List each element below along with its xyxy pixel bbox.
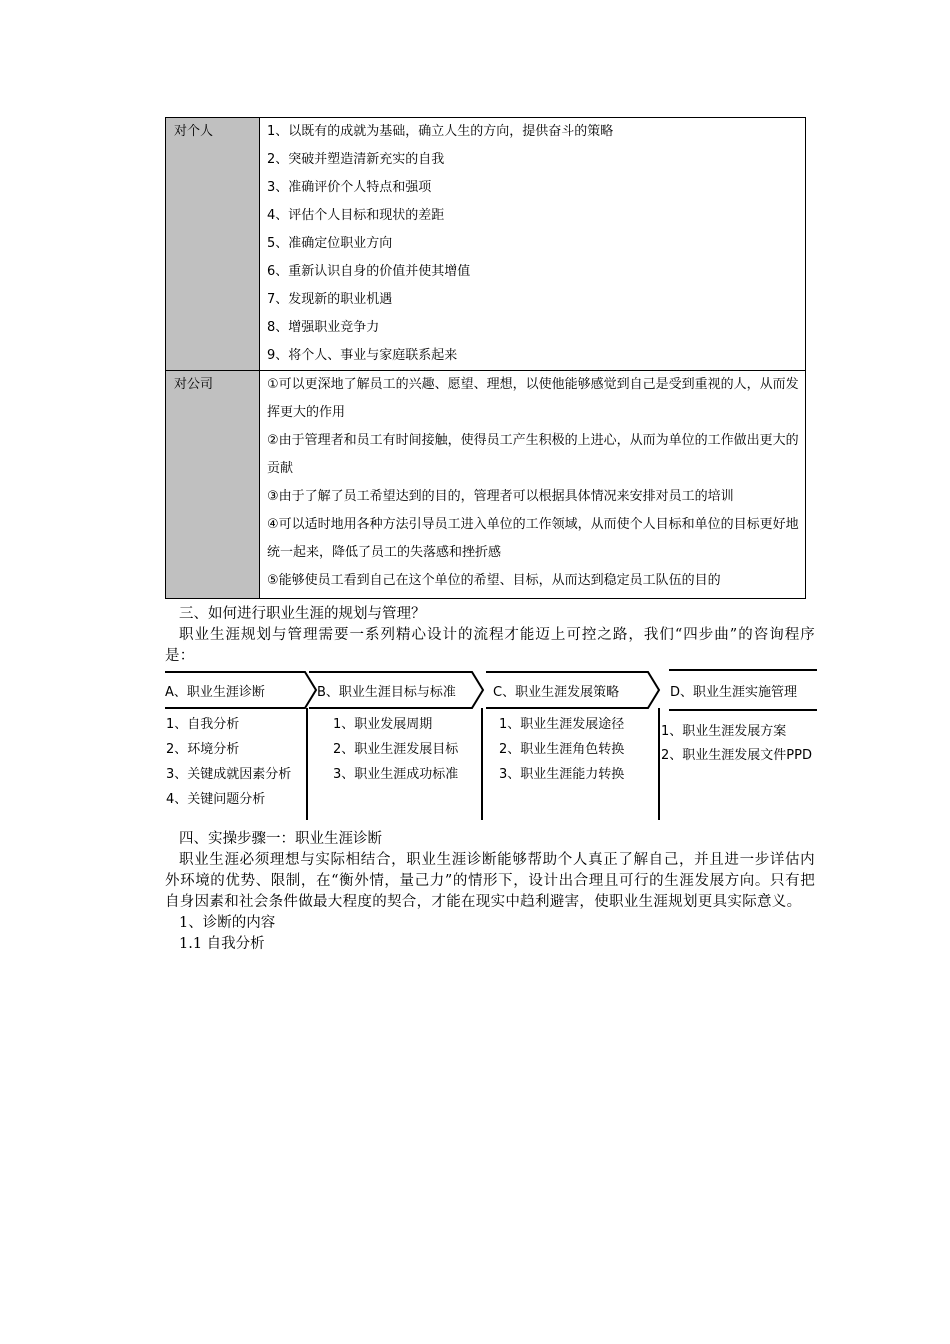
list-item: 8、增强职业竞争力 xyxy=(267,320,380,335)
step-b-title: B、职业生涯目标与标准 xyxy=(317,685,456,700)
list-item: ④可以适时地用各种方法引导员工进入单位的工作领域，从而使个人目标和单位的目标更好地统一起来，降低了员工的失落感和挫折感 xyxy=(267,517,799,560)
step-d-item: 1、职业生涯发展方案 xyxy=(661,724,787,739)
category-personal: 对个人 xyxy=(166,118,260,371)
step-d-title: D、职业生涯实施管理 xyxy=(670,685,798,700)
step-a-title: A、职业生涯诊断 xyxy=(165,685,265,700)
section-4-paragraph: 职业生涯必须理想与实际相结合，职业生涯诊断能够帮助个人真正了解自己，并且进一步详估内外环境的优势、限制，在“衡外情，量己力”的情形下，设计出合理且可行的生涯发展方向。只有把自身因素和社会条件做最大程度的契合，才能在现实中趋利避害，使职业生涯规划更具实际意义。 xyxy=(165,852,815,910)
step-b-item: 1、职业发展周期 xyxy=(333,717,433,732)
list-item: 1、以既有的成就为基础，确立人生的方向，提供奋斗的策略 xyxy=(267,124,614,139)
list-item: 6、重新认识自身的价值并使其增值 xyxy=(267,264,471,279)
step-b-item: 2、职业生涯发展目标 xyxy=(333,742,459,757)
list-item: 4、评估个人目标和现状的差距 xyxy=(267,208,445,223)
step-c-item: 1、职业生涯发展途径 xyxy=(499,717,625,732)
list-item: ①可以更深地了解员工的兴趣、愿望、理想，以使他能够感觉到自己是受到重视的人，从而发挥更大的作用 xyxy=(267,377,799,420)
section-3-intro: 职业生涯规划与管理需要一系列精心设计的流程才能迈上可控之路，我们“四步曲”的咨询程序是： xyxy=(165,627,815,664)
step-a-item: 4、关键问题分析 xyxy=(166,792,266,807)
company-benefits-list xyxy=(260,371,806,599)
step-a-item: 2、环境分析 xyxy=(166,742,240,757)
subheading-self-analysis: 1.1 自我分析 xyxy=(179,936,265,952)
list-item: 3、准确评价个人特点和强项 xyxy=(267,180,432,195)
list-item: 7、发现新的职业机遇 xyxy=(267,292,393,307)
personal-benefits-list xyxy=(260,118,806,371)
four-step-diagram xyxy=(165,668,817,824)
section-4-heading: 四、实操步骤一：职业生涯诊断 xyxy=(179,831,382,847)
step-a-item: 1、自我分析 xyxy=(166,717,240,732)
list-item: ③由于了解了员工希望达到的目的，管理者可以根据具体情况来安排对员工的培训 xyxy=(267,489,734,504)
step-b-item: 3、职业生涯成功标准 xyxy=(333,767,459,782)
table-row-company xyxy=(166,371,806,599)
step-c-item: 3、职业生涯能力转换 xyxy=(499,767,625,782)
table-row-personal xyxy=(166,118,806,371)
benefits-table xyxy=(165,117,806,599)
step-a-item: 3、关键成就因素分析 xyxy=(166,767,292,782)
list-item: 2、突破并塑造清新充实的自我 xyxy=(267,152,445,167)
section-4 xyxy=(165,829,815,955)
section-3-heading: 三、如何进行职业生涯的规划与管理？ xyxy=(179,606,426,622)
subheading-diagnosis-content: 1、诊断的内容 xyxy=(179,915,276,931)
list-item: 9、将个人、事业与家庭联系起来 xyxy=(267,348,458,363)
category-company: 对公司 xyxy=(166,371,260,599)
list-item: 5、准确定位职业方向 xyxy=(267,236,393,251)
step-c-title: C、职业生涯发展策略 xyxy=(493,685,620,700)
list-item: ⑤能够使员工看到自己在这个单位的希望、目标，从而达到稳定员工队伍的目的 xyxy=(267,573,721,588)
step-c-item: 2、职业生涯角色转换 xyxy=(499,742,625,757)
step-d-item: 2、职业生涯发展文件PPD xyxy=(661,748,812,763)
section-3 xyxy=(165,604,815,667)
list-item: ②由于管理者和员工有时间接触，使得员工产生积极的上进心，从而为单位的工作做出更大的贡献 xyxy=(267,433,799,476)
